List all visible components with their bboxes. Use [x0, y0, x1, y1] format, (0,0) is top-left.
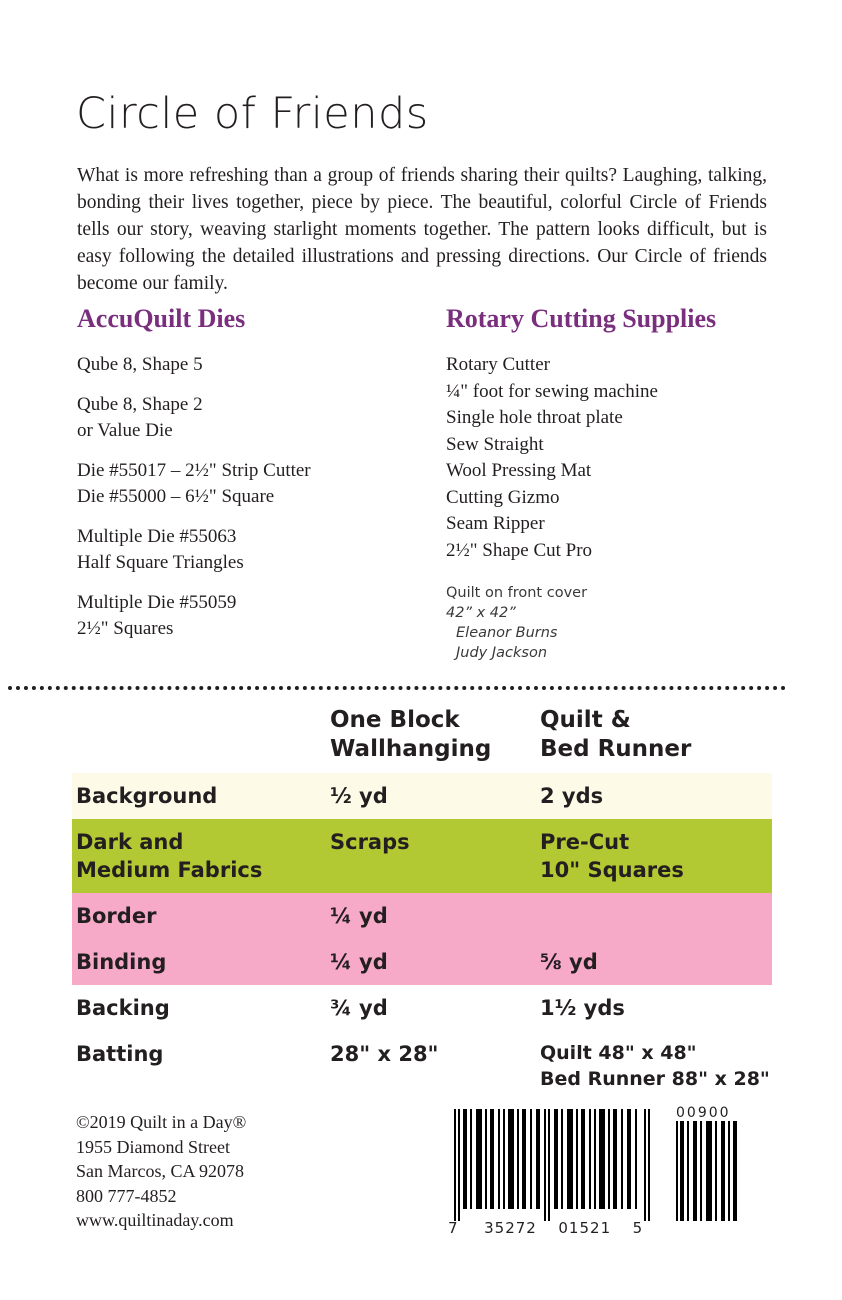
row-col-quilt — [540, 1040, 770, 1092]
row-label-line: Backing — [76, 996, 170, 1020]
row-col-one-block — [330, 948, 540, 976]
supply-line: Sew Straight — [446, 433, 544, 455]
supply-line: ¼" foot for sewing machine — [446, 380, 658, 402]
die-line: Die #55017 – 2½" Strip Cutter — [77, 460, 311, 481]
row-value-line: 10" Squares — [540, 858, 684, 882]
row-col-one-block — [330, 902, 540, 930]
supply-line: Seam Ripper — [446, 513, 545, 534]
row-col-quilt — [540, 828, 770, 884]
row-label-line: Border — [76, 904, 157, 928]
barcode-lead-digit: 7 — [448, 1219, 459, 1237]
row-label — [72, 994, 330, 1022]
row-col-quilt — [540, 948, 770, 976]
quilt-credit-block — [446, 583, 587, 663]
die-line: Multiple Die #55063 — [77, 526, 237, 547]
barcode-ean13-icon — [448, 1109, 658, 1221]
row-col-one-block — [330, 782, 540, 810]
header-line: Bed Runner — [540, 736, 692, 762]
row-label — [72, 948, 330, 976]
supplies-group — [446, 352, 786, 564]
die-line: Qube 8, Shape 5 — [77, 354, 203, 375]
row-col-quilt — [540, 994, 770, 1022]
publisher-address — [76, 1110, 246, 1233]
die-group — [77, 458, 427, 510]
address-city: San Marcos, CA 92078 — [76, 1161, 244, 1181]
row-value-line: 2 yds — [540, 784, 604, 808]
table-row — [72, 939, 772, 985]
table-header-row — [72, 700, 772, 773]
row-label — [72, 902, 330, 930]
die-group — [77, 352, 427, 378]
table-row — [72, 1031, 772, 1101]
header-line: Wallhanging — [330, 736, 492, 762]
barcode-addon-icon — [676, 1121, 738, 1221]
barcode-group-2: 01521 — [558, 1219, 612, 1237]
row-value-line: ¾ yd — [330, 996, 388, 1020]
row-col-quilt — [540, 782, 770, 810]
row-label — [72, 828, 330, 884]
row-label — [72, 1040, 330, 1068]
website-url[interactable]: www.quiltinaday.com — [76, 1210, 234, 1230]
barcode-region — [448, 1105, 748, 1255]
row-value-line: ¼ yd — [330, 950, 388, 974]
credit-cover-label: Quilt on front cover — [446, 585, 588, 601]
barcode-trail-digit: 5 — [632, 1219, 644, 1237]
row-label-line: Batting — [76, 1042, 164, 1066]
accuquilt-dies-heading: AccuQuilt Dies — [77, 304, 246, 333]
header-line: One Block — [330, 707, 460, 733]
credit-author-1: Eleanor Burns — [456, 625, 558, 641]
row-col-one-block — [330, 994, 540, 1022]
row-col-one-block — [330, 828, 540, 856]
barcode-group-1: 35272 — [484, 1219, 537, 1237]
die-line: Die #55000 – 6½" Square — [77, 486, 275, 507]
dotted-divider — [8, 686, 786, 695]
row-label-line: Background — [76, 784, 218, 808]
supply-line: 2½" Shape Cut Pro — [446, 539, 593, 561]
row-value-line: Pre-Cut — [540, 830, 630, 854]
table-row — [72, 773, 772, 819]
row-label-line: Medium Fabrics — [76, 858, 263, 882]
row-value-line: ⅝ yd — [540, 950, 598, 974]
phone-number: 800 777-4852 — [76, 1185, 177, 1206]
intro-paragraph: What is more refreshing than a group of friends sharing their quilts? Laughing, talking, bonding their lives together, piece by piece. The beautiful, colorful Circle of Friends tells our story, weaving starlight moments together. The pattern looks difficult, but is easy following the detailed illustrations and pressing directions. Our Circle of friends become our family. — [77, 164, 767, 294]
barcode-addon-digits: 00900 — [676, 1105, 731, 1121]
die-line: or Value Die — [77, 420, 173, 441]
row-label-line: Binding — [76, 950, 167, 974]
die-group — [77, 392, 427, 444]
row-label-line: Dark and — [76, 830, 184, 854]
row-col-one-block — [330, 1040, 540, 1068]
supply-line: Rotary Cutter — [446, 354, 550, 375]
table-row — [72, 893, 772, 939]
row-label — [72, 782, 330, 810]
row-value-line: Bed Runner 88" x 28" — [540, 1068, 770, 1090]
row-value-line: Quilt 48" x 48" — [540, 1042, 697, 1064]
barcode-digits — [448, 1219, 643, 1237]
credit-size: 42” x 42” — [446, 605, 516, 621]
table-header-one-block — [330, 706, 540, 764]
yardage-table — [72, 700, 772, 1101]
die-line: Qube 8, Shape 2 — [77, 394, 203, 415]
supply-line: Single hole throat plate — [446, 407, 623, 428]
die-line: Multiple Die #55059 — [77, 592, 237, 613]
rotary-cutting-supplies-heading: Rotary Cutting Supplies — [446, 304, 717, 333]
rotary-cutting-supplies-list — [446, 352, 786, 564]
accuquilt-dies-list — [77, 352, 427, 642]
table-row — [72, 819, 772, 893]
row-value-line: ½ yd — [330, 784, 388, 808]
supply-line: Wool Pressing Mat — [446, 460, 592, 481]
address-street: 1955 Diamond Street — [76, 1136, 230, 1157]
row-value-line: 28" x 28" — [330, 1042, 439, 1066]
credit-author-2: Judy Jackson — [456, 645, 548, 661]
die-line: 2½" Squares — [77, 618, 174, 639]
die-group — [77, 524, 427, 576]
row-value-line: ¼ yd — [330, 904, 388, 928]
row-value-line: 1½ yds — [540, 996, 625, 1020]
copyright-line: ©2019 Quilt in a Day® — [76, 1112, 247, 1132]
table-header-quilt-bed-runner — [540, 706, 770, 764]
row-value-line: Scraps — [330, 830, 410, 854]
page-title: Circle of Friends — [76, 88, 429, 139]
die-group — [77, 590, 427, 642]
die-line: Half Square Triangles — [77, 552, 244, 573]
supply-line: Cutting Gizmo — [446, 486, 560, 508]
table-row — [72, 985, 772, 1031]
header-line: Quilt & — [540, 707, 631, 733]
